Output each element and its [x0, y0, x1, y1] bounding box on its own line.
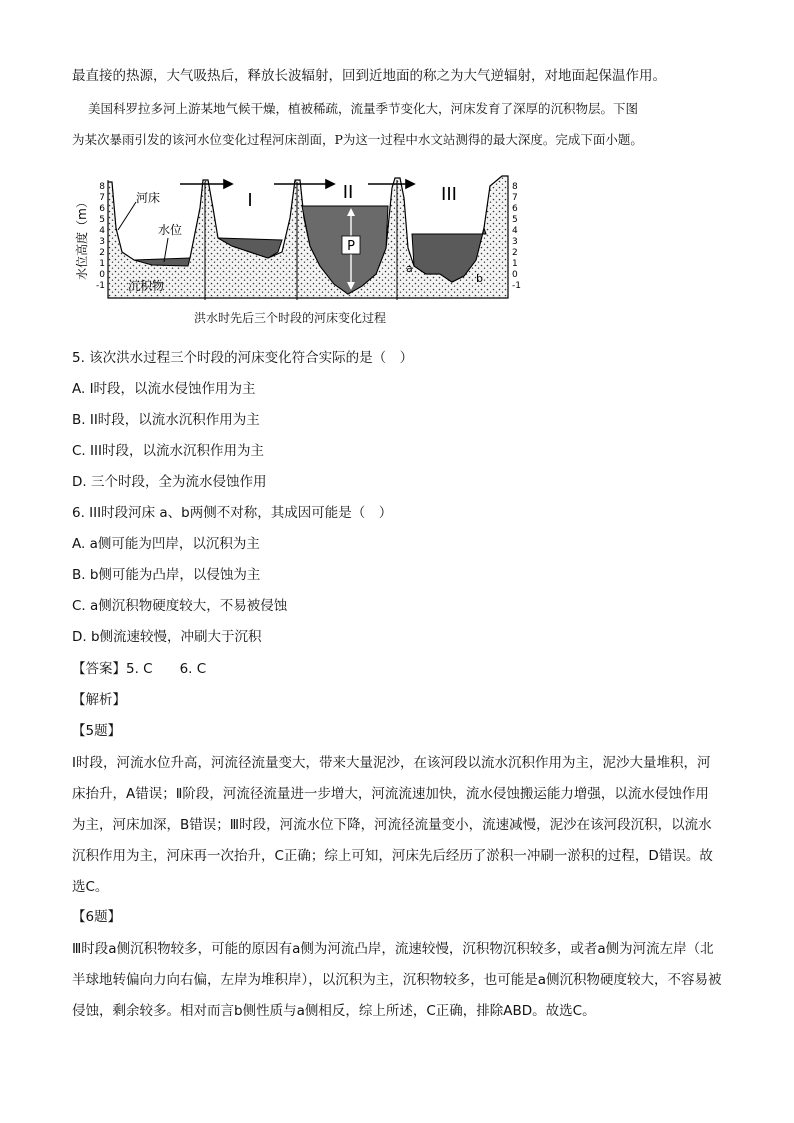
- bank-b-label: b: [476, 272, 483, 285]
- p-label: P: [347, 239, 355, 254]
- tick-label: 2: [512, 248, 518, 258]
- right-ticks: [512, 182, 521, 291]
- analysis-label: 【解析】: [72, 692, 126, 708]
- tick-label: -1: [96, 281, 105, 291]
- q5-option-c: C. III时段，以流水沉积作用为主: [72, 443, 264, 459]
- intro-line-2: 为某次暴雨引发的该河水位变化过程河床剖面，P为这一过程中水文站测得的最大深度。完成下面小题。: [72, 132, 643, 147]
- tick-label: 5: [512, 215, 518, 225]
- riverbed-figure: [72, 168, 532, 328]
- q5-stem: 5. 该次洪水过程三个时段的河床变化符合实际的是（ ）: [72, 350, 414, 366]
- tick-label: 1: [512, 259, 518, 269]
- section-5-label: 【5题】: [72, 723, 122, 739]
- tick-label: 0: [512, 270, 518, 280]
- tick-label: 1: [99, 259, 105, 269]
- sediment-label: 沉积物: [128, 279, 165, 293]
- waterlevel-label: 水位: [158, 223, 183, 237]
- tick-label: 5: [99, 215, 105, 225]
- q6-option-d: D. b侧流速较慢，冲刷大于沉积: [72, 629, 262, 645]
- intro-line-0: 最直接的热源，大气吸热后，释放长波辐射，回到近地面的称之为大气逆辐射，对地面起保温作用。: [72, 68, 666, 84]
- left-ticks: [96, 182, 105, 291]
- q6-option-a: A. a侧可能为凹岸，以沉积为主: [72, 536, 260, 552]
- tick-label: 2: [99, 248, 105, 258]
- tick-label: 6: [512, 204, 518, 214]
- q5-option-a: A. I时段，以流水侵蚀作用为主: [72, 381, 256, 397]
- tick-label: 3: [99, 237, 105, 247]
- stage-2-label: II: [342, 182, 354, 203]
- tick-label: 7: [99, 193, 105, 203]
- tick-label: 8: [99, 182, 105, 192]
- figure-caption: 洪水时先后三个时段的河床变化过程: [194, 311, 387, 325]
- bank-a-label: a: [406, 262, 413, 275]
- q6-option-b: B. b侧可能为凸岸，以侵蚀为主: [72, 567, 261, 583]
- tick-label: 3: [512, 237, 518, 247]
- tick-label: 0: [99, 270, 105, 280]
- tick-label: 7: [512, 193, 518, 203]
- tick-label: 4: [512, 226, 518, 236]
- tick-label: 8: [512, 182, 518, 192]
- intro-line-1: 美国科罗拉多河上游某地气候干燥，植被稀疏，流量季节变化大，河床发育了深厚的沉积物层。下图: [88, 101, 639, 116]
- tick-label: -1: [512, 281, 521, 291]
- section-5-text: I时段，河流水位升高，河流径流量变大，带来大量泥沙，在该河段以流水沉积作用为主，泥沙大量堆积，河床抬升，A错误；Ⅱ阶段，河流径流量进一步增大，河流流速加快，流水侵蚀搬运能力增强，以流水侵蚀作用为主，河床加深，B错误；Ⅲ时段，河流水位下降，河流径流量变小，流速减慢，泥沙在该河段沉积，以流水沉积作用为主，河床再一次抬升，C正确；综上可知，河床先后经历了淤积一冲刷一淤积的过程，D错误。故选C。: [72, 755, 713, 895]
- q5-option-b: B. II时段，以流水沉积作用为主: [72, 412, 260, 428]
- q6-option-c: C. a侧沉积物硬度较大，不易被侵蚀: [72, 598, 288, 614]
- tick-label: 6: [99, 204, 105, 214]
- stage-3-label: III: [441, 184, 457, 205]
- y-axis-label: 水位高度（m）: [75, 196, 89, 280]
- tick-label: 4: [99, 226, 105, 236]
- section-6-text: Ⅲ时段a侧沉积物较多，可能的原因有a侧为河流凸岸，流速较慢，沉积物沉积较多，或者a侧为河流左岸（北半球地转偏向力向右偏，左岸为堆积岸），以沉积为主，沉积物较多，也可能是a侧沉积物硬度较大，不容易被侵蚀，剩余较多。相对而言b侧性质与a侧相反，综上所述，C正确，排除ABD。故选C。: [72, 941, 722, 1019]
- section-6-label: 【6题】: [72, 909, 122, 925]
- q5-option-d: D. 三个时段，全为流水侵蚀作用: [72, 474, 267, 490]
- answer-line: 【答案】5. C 6. C: [72, 661, 207, 677]
- riverbed-label: 河床: [136, 191, 161, 205]
- stage-1-label: I: [247, 190, 253, 211]
- q6-stem: 6. III时段河床 a、b两侧不对称，其成因可能是（ ）: [72, 505, 393, 521]
